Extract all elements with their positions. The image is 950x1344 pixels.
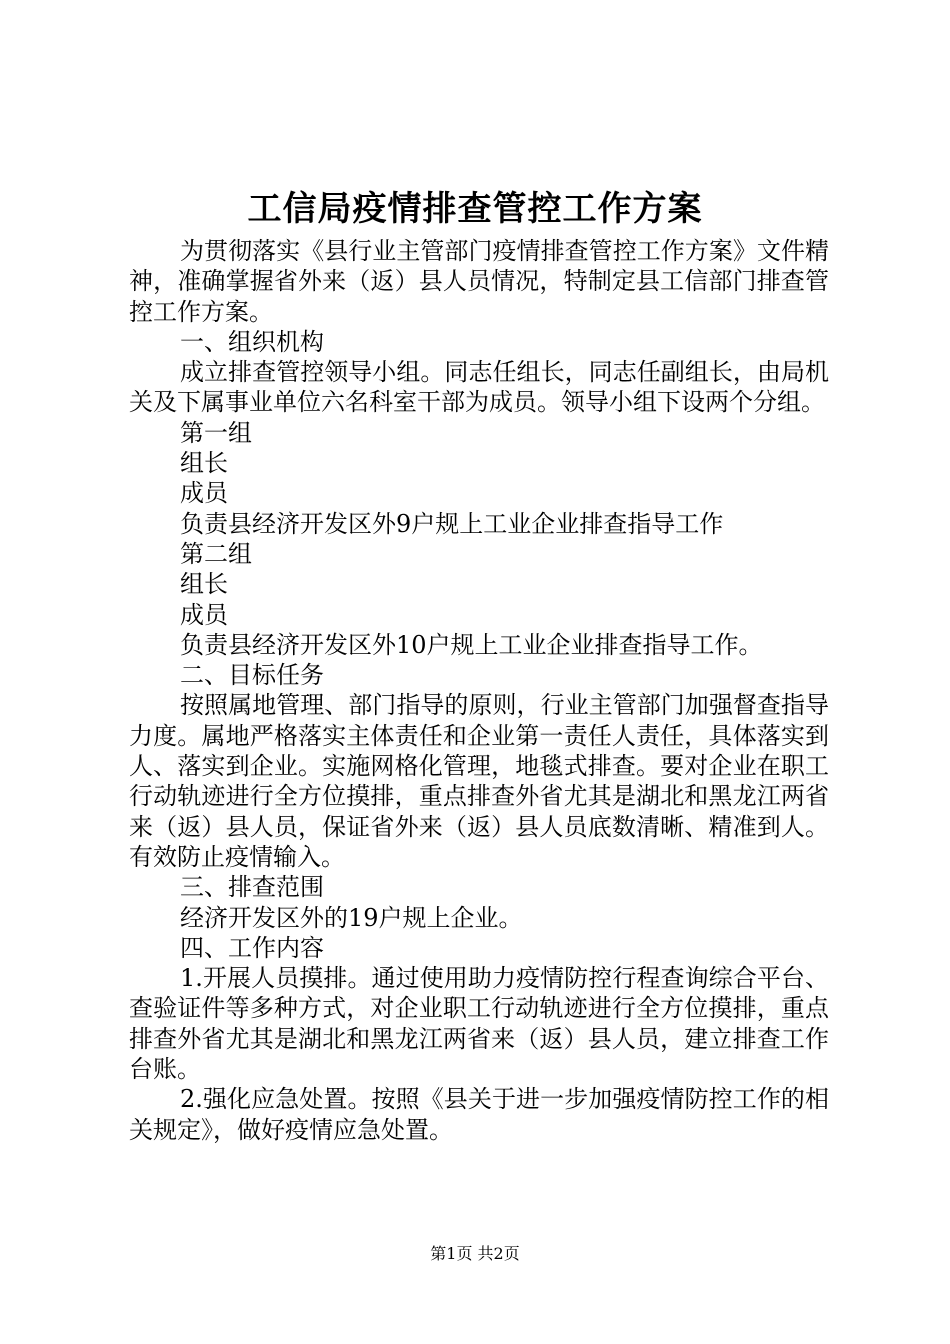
intro-paragraph: 为贯彻落实《县行业主管部门疫情排查管控工作方案》文件精神，准确掌握省外来（返）县人员情况，特制定县工信部门排查管控工作方案。 xyxy=(129,237,829,326)
group2-leader: 组长 xyxy=(180,570,228,599)
group1-leader: 组长 xyxy=(180,449,228,478)
section-heading-targets: 二、目标任务 xyxy=(180,661,324,690)
group1-title: 第一组 xyxy=(180,418,252,447)
section-heading-organization: 一、组织机构 xyxy=(180,327,324,356)
group1-duty: 负责县经济开发区外9户规上工业企业排查指导工作 xyxy=(180,509,724,538)
section-heading-scope: 三、排查范围 xyxy=(180,873,324,902)
document-body xyxy=(129,236,829,1145)
section-heading-content: 四、工作内容 xyxy=(180,933,324,962)
scope-paragraph: 经济开发区外的19户规上企业。 xyxy=(180,903,523,932)
content-item-2: 2.强化应急处置。按照《县关于进一步加强疫情防控工作的相关规定》，做好疫情应急处置。 xyxy=(129,1085,829,1144)
group2-duty: 负责县经济开发区外10户规上工业企业排查指导工作。 xyxy=(180,630,763,659)
document-title: 工信局疫情排查管控工作方案 xyxy=(247,189,703,229)
content-item-1: 1.开展人员摸排。通过使用助力疫情防控行程查询综合平台、查验证件等多种方式，对企业职工行动轨迹进行全方位摸排，重点排查外省尤其是湖北和黑龙江两省来（返）县人员，建立排查工作台账。 xyxy=(129,964,829,1084)
organization-paragraph: 成立排查管控领导小组。同志任组长，同志任副组长，由局机关及下属事业单位六名科室干部为成员。领导小组下设两个分组。 xyxy=(129,358,829,417)
group2-members: 成员 xyxy=(180,600,228,629)
group1-members: 成员 xyxy=(180,479,228,508)
group2-title: 第二组 xyxy=(180,539,252,568)
page-footer: 第1页 共2页 xyxy=(430,1244,520,1263)
targets-paragraph: 按照属地管理、部门指导的原则，行业主管部门加强督查指导力度。属地严格落实主体责任和企业第一责任人责任，具体落实到人、落实到企业。实施网格化管理，地毯式排查。要对企业在职工行动轨迹进行全方位摸排，重点排查外省尤其是湖北和黑龙江两省来（返）县人员，保证省外来（返）县人员底数清晰、精准到人。有效防止疫情输入。 xyxy=(129,691,829,871)
